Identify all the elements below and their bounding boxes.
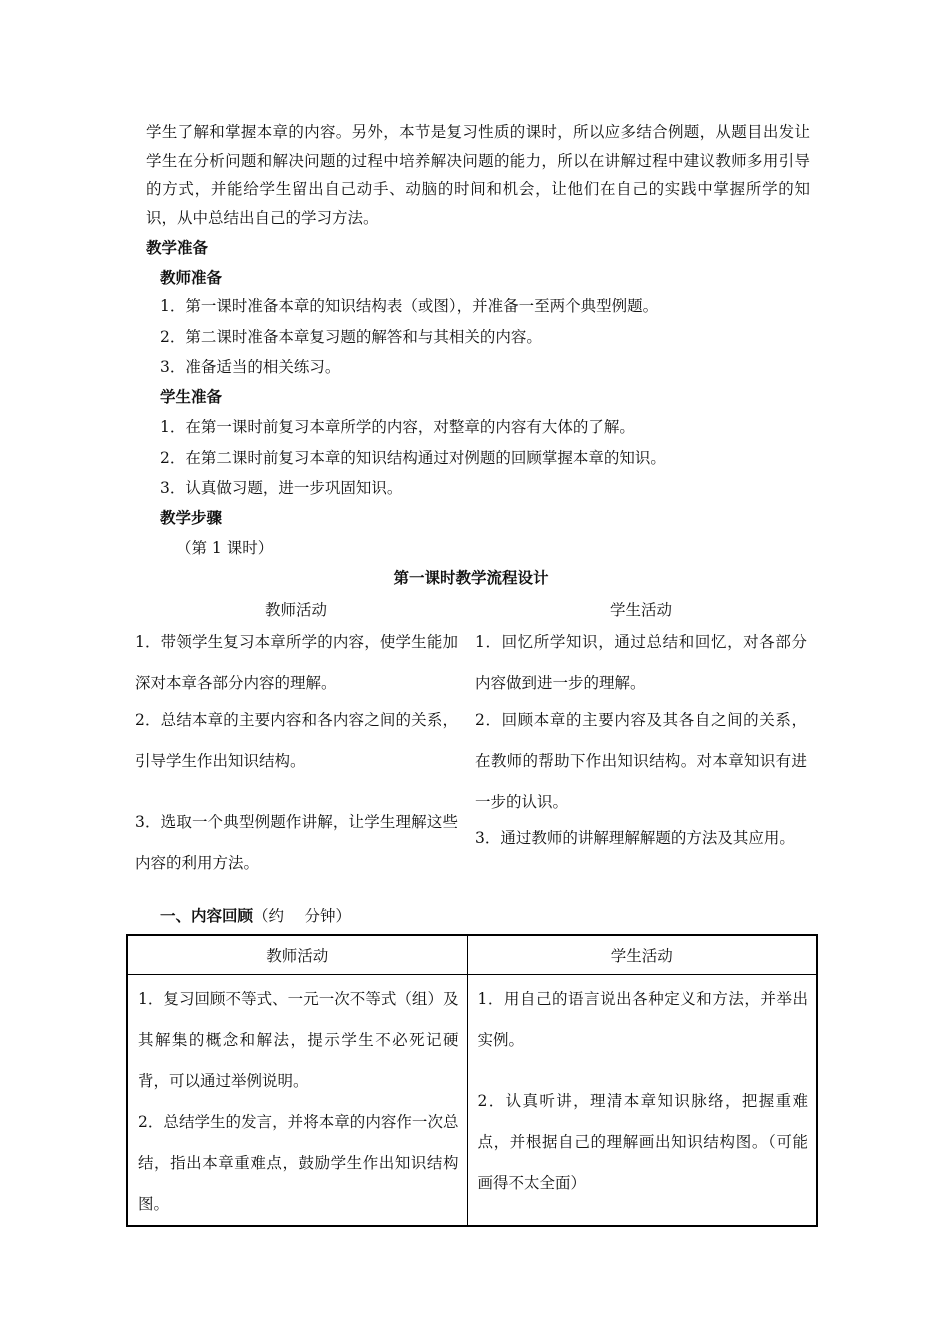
review-student-col-header: 学生活动	[467, 935, 817, 975]
flow-teacher-item	[135, 802, 458, 884]
flow-teacher-text: 2．总结本章的主要内容和各内容之间的关系，引导学生作出知识结构。	[135, 711, 458, 770]
review-teacher-item: 2．总结学生的发言，并将本章的内容作一次总结，指出本章重难点，鼓励学生作出知识结构图。	[138, 1113, 459, 1213]
steps-heading: 教学步骤	[160, 508, 223, 527]
review-table-header-row	[127, 935, 817, 975]
review-student-cell	[467, 975, 817, 1227]
student-prep-item: 2．在第二课时前复习本章的知识结构通过对例题的回顾掌握本章的知识。	[160, 449, 666, 467]
student-prep-item: 3．认真做习题，进一步巩固知识。	[160, 479, 403, 497]
flow-student-text: 2．回顾本章的主要内容及其各自之间的关系，在教师的帮助下作出知识结构。对本章知识有进一步的认识。	[475, 711, 807, 811]
review-table-row	[127, 975, 817, 1227]
teacher-prep-item: 2．第二课时准备本章复习题的解答和与其相关的内容。	[160, 328, 542, 346]
review-teacher-col-header: 教师活动	[127, 935, 467, 975]
student-prep-heading: 学生准备	[160, 387, 223, 406]
review-heading: 一、内容回顾	[160, 906, 254, 925]
flow-teacher-item	[135, 700, 458, 782]
lesson-label: （第 1 课时）	[176, 539, 274, 557]
flow-student-item	[475, 700, 807, 823]
flow-teacher-col-header: 教师活动	[264, 601, 327, 619]
student-prep-item: 1．在第一课时前复习本章所学的内容，对整章的内容有大体的了解。	[160, 418, 635, 436]
flow-teacher-text: 3．选取一个典型例题作讲解，让学生理解这些内容的利用方法。	[135, 813, 458, 872]
review-student-item: 2．认真听讲，理清本章知识脉络，把握重难点，并根据自己的理解画出知识结构图。（可能画得不太全面）	[477, 1092, 808, 1192]
teacher-prep-heading: 教师准备	[160, 268, 223, 287]
intro-paragraph	[146, 118, 810, 232]
flow-student-text: 1．回忆所学知识，通过总结和回忆，对各部分内容做到进一步的理解。	[475, 633, 807, 692]
flow-teacher-item	[135, 622, 458, 704]
teacher-prep-item: 3．准备适当的相关练习。	[160, 358, 341, 376]
review-teacher-cell	[127, 975, 467, 1227]
flow-student-col-header: 学生活动	[609, 601, 672, 619]
flow-student-item	[475, 622, 807, 704]
intro-text: 学生了解和掌握本章的内容。另外，本节是复习性质的课时，所以应多结合例题，从题目出发让学生在分析问题和解决问题的过程中培养解决问题的能力，所以在讲解过程中建议教师多用引导的方式，并能给学生留出自己动手、动脑的时间和机会，让他们在自己的实践中掌握所学的知识，从中总结出自己的学习方法。	[146, 123, 810, 227]
review-table	[126, 934, 818, 1227]
flow-student-text: 3．通过教师的讲解理解解题的方法及其应用。	[475, 829, 795, 847]
flow-student-item	[475, 818, 807, 859]
review-heading-line	[160, 904, 351, 926]
prep-heading: 教学准备	[146, 238, 209, 257]
review-teacher-item: 1．复习回顾不等式、一元一次不等式（组）及其解集的概念和解法，提示学生不必死记硬背，可以通过举例说明。	[138, 990, 459, 1090]
teacher-prep-item: 1．第一课时准备本章的知识结构表（或图），并准备一至两个典型例题。	[160, 297, 659, 315]
flow-title: 第一课时教学流程设计	[393, 568, 549, 587]
flow-teacher-text: 1．带领学生复习本章所学的内容，使学生能加深对本章各部分内容的理解。	[135, 633, 458, 692]
review-student-item: 1．用自己的语言说出各种定义和方法，并举出实例。	[477, 990, 808, 1049]
review-time: （约 分钟）	[253, 907, 351, 925]
